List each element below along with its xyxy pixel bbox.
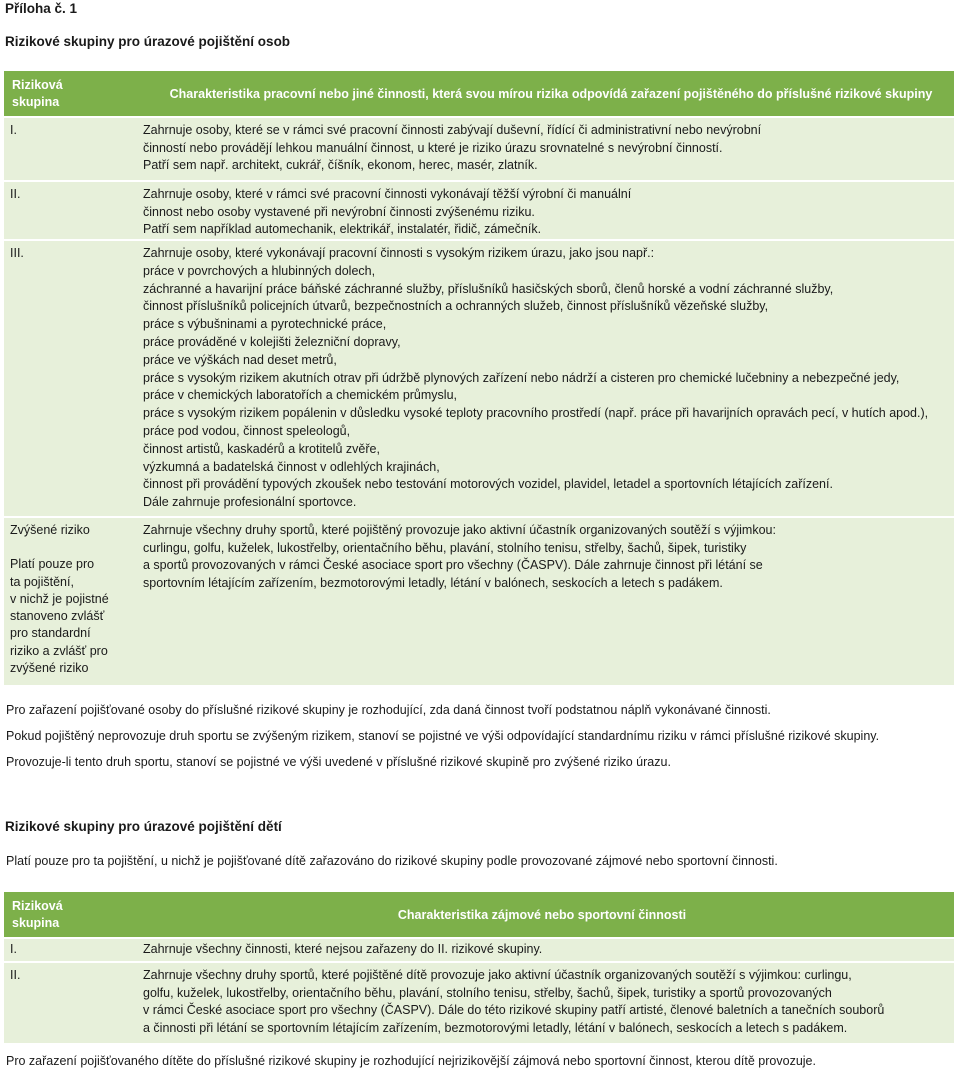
children-row-group-1: [4, 939, 954, 961]
group-label: II.: [10, 187, 21, 201]
header-group-label-2: skupina: [12, 95, 60, 109]
header-group-label-2: skupina: [12, 916, 60, 930]
header-group-label-1: Riziková: [12, 899, 63, 913]
group-description: Zahrnuje všechny druhy sportů, které pojištěný provozuje jako aktivní účastník organizovaných soutěží s výjimkou: curlingu, golfu, kuželek, lukostřelby, orientačního běhu, plavání, stolního tenisu, střelby, šachů, šipek, turistiky a sportů provozovaných v rámci České asociace sport pro všechny (ČASPV). Dále zahrnuje činnost při létání se sportovním létajícím zařízením, bezmotorovými letadly, létání v balónech, seskocích a letech s padákem.: [143, 523, 776, 590]
group-label: II.: [10, 968, 21, 982]
children-note: Pro zařazení pojišťovaného dítěte do příslušné rizikové skupiny je rozhodující nejrizikovější zájmová nebo sportovní činnost, kterou dítě provozuje.: [6, 1054, 816, 1068]
children-table-header: [4, 892, 954, 937]
adults-note-2: Pokud pojištěný neprovozuje druh sportu se zvýšeným rizikem, stanoví se pojistné ve výši odpovídající standardnímu riziku v rámci příslušné rizikové skupiny.: [6, 729, 880, 743]
group-description: Zahrnuje všechny činnosti, které nejsou zařazeny do II. rizikové skupiny.: [143, 942, 543, 956]
group-label: I.: [10, 123, 17, 137]
group-description: Zahrnuje osoby, které vykonávají pracovní činnosti s vysokým rizikem úrazu, jako jsou např.: práce v povrchových a hlubinných dolech, záchranné a havarijní práce báňské záchranné služby, příslušníků hasičských sborů, členů horské a vodní záchranné služby, činnost příslušníků policejních útvarů, bezpečnostních a ochranných služeb, činnost příslušníků vězeňské služby, práce s výbušninami a pyrotechnické práce, práce prováděné v kolejišti železniční dopravy, práce ve výškách nad deset metrů, práce s vysokým rizikem akutních otrav při údržbě plynových zařízení nebo nádrží a cisteren pro chemické lučebniny a nebezpečné jedy, práce v chemických laboratořích a chemickém průmyslu, práce s vysokým rizikem popálenin v důsledku vysoké teploty pracovního prostředí (např. práce při havarijních opravách pecí, v hutích apod.), práce pod vodou, činnost speleologů, činnost artistů, kaskadérů a krotitelů zvěře, výzkumná a badatelská činnost v odlehlých krajinách, činnost při provádění typových zkoušek nebo testování motorových vozidel, plavidel, letadel a sportovních létajících zařízení. Dále zahrnuje profesionální sportovce.: [143, 246, 929, 510]
adults-note-3: Provozuje-li tento druh sportu, stanoví se pojistné ve výši uvedené v příslušné rizikové skupině pro zvýšené riziko úrazu.: [6, 755, 671, 769]
adults-heading: Rizikové skupiny pro úrazové pojištění osob: [5, 34, 291, 49]
adults-row-group-1: [4, 118, 954, 180]
adults-table-header: [4, 71, 954, 116]
annex-title: Příloha č. 1: [5, 1, 78, 16]
header-description-col: Charakteristika zájmové nebo sportovní činnosti: [397, 908, 687, 922]
children-row-group-2: [4, 963, 954, 1043]
adults-row-group-3: [4, 241, 954, 516]
adults-row-group-2: [4, 182, 954, 239]
group-label: Zvýšené riziko Platí pouze pro ta pojištění, v nichž je pojistné stanoveno zvlášť pro standardní riziko a zvlášť pro zvýšené riziko: [10, 523, 109, 676]
header-group-label-1: Riziková: [12, 78, 63, 92]
adults-note-1: Pro zařazení pojišťované osoby do příslušné rizikové skupiny je rozhodující, zda daná činnost tvoří podstatnou náplň vykonávané činnosti.: [6, 703, 771, 717]
group-description: Zahrnuje osoby, které se v rámci své pracovní činnosti zabývají duševní, řídící či administrativní nebo nevýrobní činností nebo provádějí lehkou manuální činnost, u které je riziko úrazu srovnatelné s nevýrobní činností. Patří sem např. architekt, cukrář, číšník, ekonom, herec, masér, zlatník.: [143, 123, 762, 173]
children-heading: Rizikové skupiny pro úrazové pojištění dětí: [5, 819, 282, 834]
adults-row-increased-risk: [4, 518, 954, 685]
group-description: Zahrnuje všechny druhy sportů, které pojištěné dítě provozuje jako aktivní účastník organizovaných soutěží s výjimkou: curlingu, golfu, kuželek, lukostřelby, orientačního běhu, plavání, stolního tenisu, střelby, šachů, šipek, turistiky a sportů provozovaných v rámci České asociace sport pro všechny (ČASPV). Dále do této rizikové skupiny patří artisté, členové baletních a tanečních souborů a činnosti při létání se sportovním létajícím zařízením, bezmotorovými letadly, létání v balónech, seskocích a letech s padákem.: [143, 968, 885, 1035]
group-label: I.: [10, 942, 17, 956]
header-group-col: [12, 77, 63, 111]
header-description-col: Charakteristika pracovní nebo jiné činnosti, která svou mírou rizika odpovídá zařazení pojištěného do příslušné rizikové skupiny: [169, 87, 933, 101]
group-description: Zahrnuje osoby, které v rámci své pracovní činnosti vykonávají těžší výrobní či manuální činnost nebo osoby vystavené při nevýrobní činnosti zvýšenému riziku. Patří sem například automechanik, elektrikář, instalatér, řidič, zámečník.: [143, 187, 632, 237]
children-intro: Platí pouze pro ta pojištění, u nichž je pojišťované dítě zařazováno do rizikové skupiny podle provozované zájmové nebo sportovní činnosti.: [6, 854, 778, 868]
header-group-col: [12, 898, 63, 932]
group-label: III.: [10, 246, 24, 260]
